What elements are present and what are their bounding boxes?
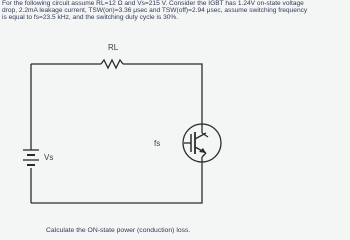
battery-symbol — [23, 150, 39, 165]
wire-bottom — [31, 168, 202, 203]
switch-label: fs — [154, 139, 161, 148]
resistor-zigzag — [101, 60, 123, 68]
wire-top-right — [123, 64, 202, 118]
question-text: Calculate the ON-state power (conduction) loss. — [46, 227, 191, 234]
resistor-label: RL — [108, 43, 119, 52]
problem-line-2: drop, 2.2mA leakage current, TSW(on)=3.36 μsec and TSW(off)=2.94 μsec, assume switching frequency — [2, 6, 308, 14]
problem-line-3: is equal to fs=23.5 kHz, and the switching duty cycle is 30%. — [2, 13, 179, 21]
problem-line-1: For the following circuit assume RL=12 Ω and Vs=215 V. Consider the IGBT has 1.24V on-state voltage — [2, 0, 304, 7]
source-label: Vs — [44, 153, 54, 162]
igbt-emitter-arrow — [199, 148, 206, 153]
igbt-symbol — [183, 118, 221, 168]
